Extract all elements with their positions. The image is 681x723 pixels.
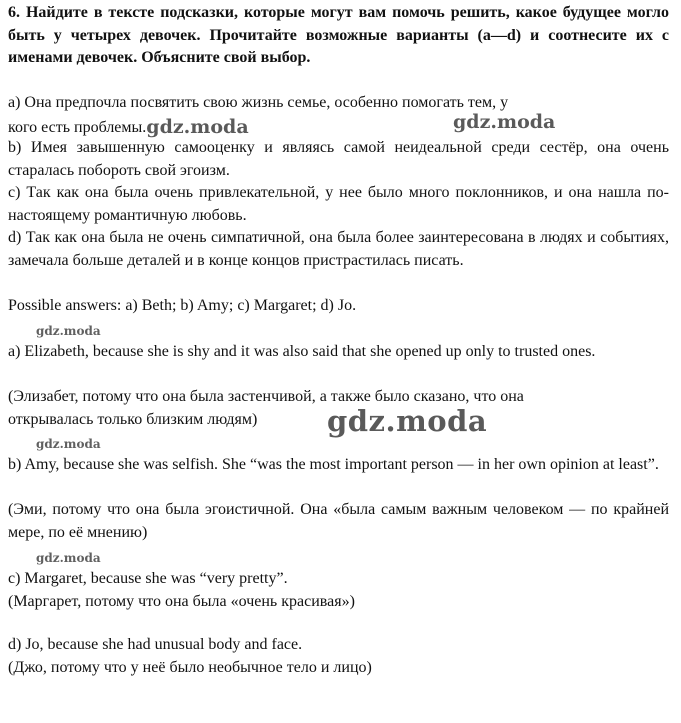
answer-c-ru: (Маргарет, потому что она была «очень красивая») [8,593,355,610]
watermark-inline: gdz.moda [146,115,249,138]
option-d: d) Так как она была не очень симпатичной, она была более заинтересована в людях и событиях, замечала больше деталей и в конце концов пристрастилась писать. [8,229,669,269]
watermark-large: gdz.moda [327,404,488,438]
answer-b-en: b) Amy, because she was selfish. She “was the most important person — in her own opinion at least”. [8,456,659,473]
option-a-line1: a) Она предпочла посвятить свою жизнь семье, особенно помогать тем, у [8,94,509,111]
answer-c-en: c) Margaret, because she was “very pretty”. [8,570,288,587]
watermark-right: gdz.moda [453,111,556,133]
option-c: c) Так как она была очень привлекательной, у нее было много поклонников, и она нашла по-настоящему романтичную любовь. [8,184,669,224]
answer-a-ru-line2: открывалась только близким людям) [8,410,258,428]
option-a-line2: кого есть проблемы.gdz.moda [8,115,249,138]
answer-d-en: d) Jo, because she had unusual body and face. [8,636,303,653]
answer-a-en: a) Elizabeth, because she is shy and it was also said that she opened up only to trusted ones. [8,343,596,360]
watermark-small-2: gdz.moda [36,437,101,451]
answer-a-ru-line1: (Элизабет, потому что она была застенчивой, а также было сказано, что она [8,388,524,405]
watermark-small-1: gdz.moda [36,324,101,338]
watermark-small-3: gdz.moda [36,551,101,565]
task-heading: 6. Найдите в тексте подсказки, которые могут вам помочь решить, какое будущее могло быть у четырех девочек. Прочитайте возможные варианты (a—d) и соотнесите их с именами девочек. Объясните свой выбор. [8,4,669,66]
possible-answers: Possible answers: a) Beth; b) Amy; c) Margaret; d) Jo. [8,296,357,314]
option-b: b) Имея завышенную самооценку и являясь самой неидеальной среди сестёр, она очень старалась побороть свой эгоизм. [8,139,669,179]
answer-b-ru: (Эми, потому что она была эгоистичной. Она «была самым важным человеком — по крайней мере, по её мнению) [8,501,669,541]
answer-d-ru: (Джо, потому что у неё было необычное тело и лицо) [8,659,372,676]
